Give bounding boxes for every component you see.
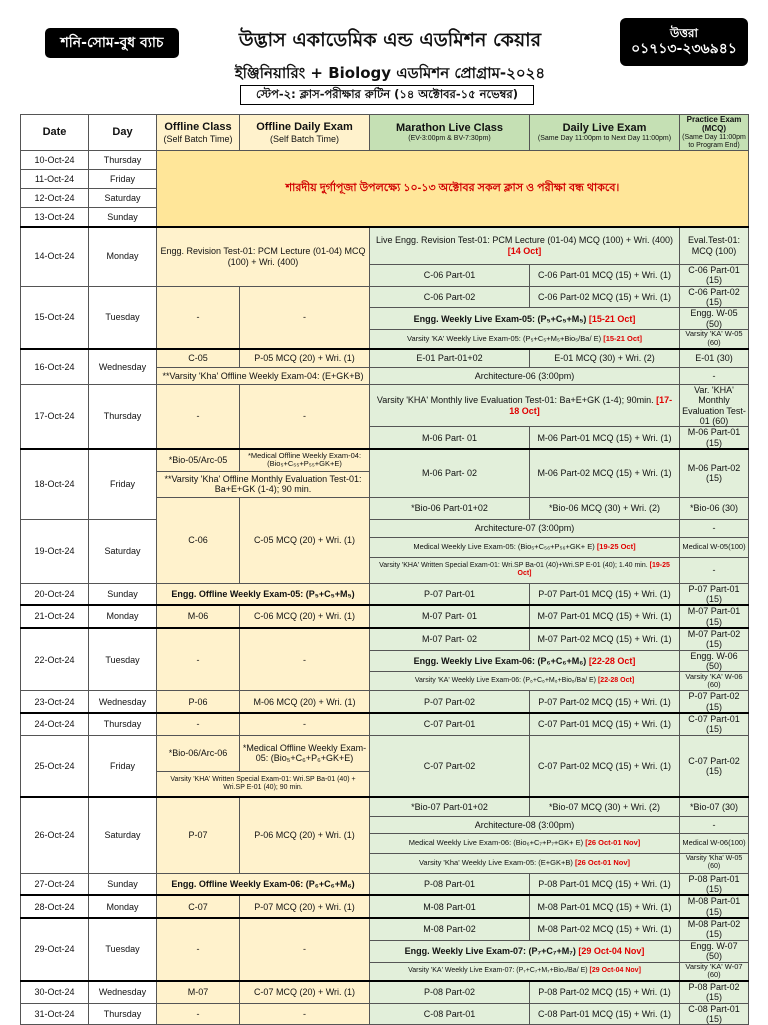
practice-cell: M-06 Part-01 (15) (680, 427, 749, 449)
day-cell: Tuesday (89, 286, 157, 348)
day-cell: Friday (89, 735, 157, 797)
marathon-cell: C-07 Part-02 (370, 735, 530, 797)
offline-exam-cell: - (240, 918, 370, 981)
day-cell: Tuesday (89, 918, 157, 981)
marathon-cell: P-08 Part-02 (370, 981, 530, 1003)
marathon-cell: C-08 Part-01 (370, 1003, 530, 1025)
daily-live-cell: C-08 Part-01 MCQ (15) + Wri. (1) (530, 1003, 680, 1025)
live-revision-test: Live Engg. Revision Test-01: PCM Lecture (01-04) MCQ (100) + Wri. (400) [14 Oct] (370, 227, 680, 265)
marathon-cell: M-07 Part- 02 (370, 628, 530, 650)
date-cell: 14-Oct-24 (21, 227, 89, 287)
practice-cell: Engg. W-05 (50) (680, 308, 749, 330)
day-cell: Wednesday (89, 981, 157, 1003)
practice-cell: Engg. W-06 (50) (680, 650, 749, 672)
header (0, 0, 768, 112)
marathon-cell: M-06 Part- 02 (370, 449, 530, 497)
marathon-cell: C-06 Part-02 (370, 286, 530, 308)
offline-class-cell: *Bio-05/Arc-05 (157, 449, 240, 471)
day-cell: Friday (89, 170, 157, 189)
table-row (21, 1003, 749, 1025)
practice-cell: - (680, 557, 749, 583)
day-cell: Sunday (89, 208, 157, 227)
varsity-weekly-exam: Varsity 'KA' Weekly Live Exam-06: (P₆+C₆+M₆+Bio₆/Ba/ E) [22-28 Oct] (370, 672, 680, 691)
offline-class-cell: - (157, 385, 240, 450)
phone-number: ০১৭১৩-২৩৬৯৪১ (631, 40, 737, 57)
date-cell: 21-Oct-24 (21, 605, 89, 628)
offline-exam-cell: C-06 MCQ (20) + Wri. (1) (240, 605, 370, 628)
offline-exam-cell: - (240, 385, 370, 450)
kha-written-special: Varsity 'KHA' Written Special Exam-01: Wri.SP Ba-01 (40) + Wri.SP E-01 (40); 90 min. (157, 771, 370, 797)
routine-label: স্টেপ-২: ক্লাস-পরীক্ষার রুটিন (১৪ অক্টোবর-১৫ নভেম্বর) (240, 85, 534, 105)
practice-cell: P-08 Part-02 (15) (680, 981, 749, 1003)
day-cell: Wednesday (89, 691, 157, 713)
practice-cell: - (680, 368, 749, 385)
practice-cell: M-07 Part-02 (15) (680, 628, 749, 650)
contact-badge (620, 18, 748, 66)
offline-class-cell: - (157, 713, 240, 735)
table-row (21, 605, 749, 628)
practice-cell: C-07 Part-01 (15) (680, 713, 749, 735)
practice-cell: P-07 Part-02 (15) (680, 691, 749, 713)
offline-revision-test: Engg. Revision Test-01: PCM Lecture (01-04) MCQ (100) + Wri. (400) (157, 227, 370, 287)
offline-class-cell: C-07 (157, 895, 240, 918)
practice-cell: M-07 Part-01 (15) (680, 605, 749, 628)
offline-exam-cell: *Medical Offline Weekly Exam-04:(Bio₅+C₅₅+P₅₅+GK+E) (240, 449, 370, 471)
offline-exam-cell: P-05 MCQ (20) + Wri. (1) (240, 349, 370, 368)
practice-cell: Medical W-05(100) (680, 537, 749, 557)
daily-live-cell: M-07 Part-02 MCQ (15) + Wri. (1) (530, 628, 680, 650)
weekly-live-exam: Engg. Weekly Live Exam-05: (P₅+C₅+M₅) [15-21 Oct] (370, 308, 680, 330)
col-date: Date (21, 115, 89, 151)
medical-weekly-exam: Medical Weekly Live Exam-06: (Bio₆+C₇+P₇+GK+ E) [26 Oct-01 Nov] (370, 833, 680, 853)
col-practice: Practice Exam (MCQ) (Same Day 11:00pm to Program End) (680, 115, 749, 151)
holiday-notice: শারদীয় দুর্গাপূজা উপলক্ষ্যে ১০-১৩ অক্টোবর সকল ক্লাস ও পরীক্ষা বন্ধ থাকবে। (157, 151, 749, 227)
day-cell: Thursday (89, 713, 157, 735)
daily-live-cell: P-08 Part-02 MCQ (15) + Wri. (1) (530, 981, 680, 1003)
date-cell: 17-Oct-24 (21, 385, 89, 450)
col-offline-class: Offline Class (Self Batch Time) (157, 115, 240, 151)
table-row (21, 385, 749, 427)
table-row (21, 691, 749, 713)
table-row (21, 713, 749, 735)
date-cell: 28-Oct-24 (21, 895, 89, 918)
practice-cell: Medical W-06(100) (680, 833, 749, 853)
marathon-cell: C-06 Part-01 (370, 265, 530, 287)
col-marathon: Marathon Live Class (EV-3:00pm & BV-7:30pm) (370, 115, 530, 151)
batch-badge: শনি-সোম-বুধ ব্যাচ (45, 28, 179, 58)
date-cell: 31-Oct-24 (21, 1003, 89, 1025)
marathon-cell: P-07 Part-01 (370, 583, 530, 605)
daily-live-cell: M-06 Part-01 MCQ (15) + Wri. (1) (530, 427, 680, 449)
marathon-cell: M-06 Part- 01 (370, 427, 530, 449)
day-cell: Saturday (89, 797, 157, 873)
offline-class-cell: P-07 (157, 797, 240, 873)
date-cell: 11-Oct-24 (21, 170, 89, 189)
offline-class-cell: *Bio-06/Arc-06 (157, 735, 240, 771)
col-day: Day (89, 115, 157, 151)
day-cell: Thursday (89, 385, 157, 450)
daily-live-cell: *Bio-06 MCQ (30) + Wri. (2) (530, 497, 680, 519)
practice-cell: P-08 Part-01 (15) (680, 873, 749, 895)
daily-live-cell: E-01 MCQ (30) + Wri. (2) (530, 349, 680, 368)
date-cell: 26-Oct-24 (21, 797, 89, 873)
varsity-weekly-exam: Varsity 'KA' Weekly Live Exam-05: (P₅+C₅+M₅+Bio₅/Ba/ E) [15-21 Oct] (370, 330, 680, 349)
offline-exam-cell: - (240, 713, 370, 735)
date-cell: 10-Oct-24 (21, 151, 89, 170)
day-cell: Tuesday (89, 628, 157, 691)
day-cell: Saturday (89, 519, 157, 583)
date-cell: 24-Oct-24 (21, 713, 89, 735)
offline-exam-cell: C-07 MCQ (20) + Wri. (1) (240, 981, 370, 1003)
day-cell: Saturday (89, 189, 157, 208)
table-row (21, 286, 749, 308)
offline-class-cell: - (157, 918, 240, 981)
day-cell: Sunday (89, 873, 157, 895)
date-cell: 22-Oct-24 (21, 628, 89, 691)
marathon-cell: P-08 Part-01 (370, 873, 530, 895)
practice-cell: E-01 (30) (680, 349, 749, 368)
architecture-class: Architecture-07 (3:00pm) (370, 519, 680, 537)
table-row (21, 918, 749, 940)
daily-live-cell: M-06 Part-02 MCQ (15) + Wri. (1) (530, 449, 680, 497)
table-row (21, 981, 749, 1003)
program-subtitle: ইঞ্জিনিয়ারিং + Biology এডমিশন প্রোগ্রাম-২০২৪ (234, 64, 546, 82)
kha-written-special: Varsity 'KHA' Written Special Exam-01: Wri.SP Ba-01 (40)+Wri.SP E-01 (40); 1.40 min. [19-25 Oct] (370, 557, 680, 583)
practice-cell: C-07 Part-02 (15) (680, 735, 749, 797)
page-title: উদ্ভাস একাডেমিক এন্ড এডমিশন কেয়ার (238, 29, 542, 51)
date-cell: 29-Oct-24 (21, 918, 89, 981)
kha-offline-eval: **Varsity 'Kha' Offline Monthly Evaluation Test-01: Ba+E+GK (1-4); 90 min. (157, 471, 370, 497)
date-cell: 27-Oct-24 (21, 873, 89, 895)
table-row (21, 227, 749, 265)
marathon-cell: M-08 Part-01 (370, 895, 530, 918)
practice-cell: M-08 Part-02 (15) (680, 918, 749, 940)
day-cell: Thursday (89, 151, 157, 170)
marathon-cell: E-01 Part-01+02 (370, 349, 530, 368)
table-row (21, 895, 749, 918)
offline-exam-cell: P-06 MCQ (20) + Wri. (1) (240, 797, 370, 873)
daily-live-cell: M-08 Part-01 MCQ (15) + Wri. (1) (530, 895, 680, 918)
daily-live-cell: C-07 Part-02 MCQ (15) + Wri. (1) (530, 735, 680, 797)
offline-class-cell: C-05 (157, 349, 240, 368)
table-row (21, 628, 749, 650)
practice-cell: M-08 Part-01 (15) (680, 895, 749, 918)
daily-live-cell: M-07 Part-01 MCQ (15) + Wri. (1) (530, 605, 680, 628)
offline-class-cell: - (157, 1003, 240, 1025)
routine-table (20, 114, 749, 1025)
offline-weekly-exam: Engg. Offline Weekly Exam-06: (P₆+C₆+M₆) (157, 873, 370, 895)
offline-class-cell: - (157, 286, 240, 348)
weekly-live-exam: Engg. Weekly Live Exam-06: (P₆+C₆+M₆) [22-28 Oct] (370, 650, 680, 672)
marathon-cell: M-07 Part- 01 (370, 605, 530, 628)
offline-exam-cell: - (240, 1003, 370, 1025)
kha-offline-exam: **Varsity 'Kha' Offline Weekly Exam-04: (E+GK+B) (157, 368, 370, 385)
day-cell: Monday (89, 605, 157, 628)
practice-cell: Var. 'KHA' Monthly Evaluation Test-01 (60) (680, 385, 749, 427)
practice-cell: Eval.Test-01: MCQ (100) (680, 227, 749, 265)
practice-cell: Varsity 'Kha' W-05 (60) (680, 853, 749, 873)
day-cell: Thursday (89, 1003, 157, 1025)
branch-name: উত্তরা (669, 26, 698, 41)
col-daily-live: Daily Live Exam (Same Day 11:00pm to Next Day 11:00pm) (530, 115, 680, 151)
date-cell: 13-Oct-24 (21, 208, 89, 227)
marathon-cell: *Bio-06 Part-01+02 (370, 497, 530, 519)
varsity-weekly-exam: Varsity 'KA' Weekly Live Exam-07: (P₇+C₇+M₇+Bio₇/Ba/ E) [29 Oct-04 Nov] (370, 962, 680, 981)
daily-live-cell: C-06 Part-01 MCQ (15) + Wri. (1) (530, 265, 680, 287)
date-cell: 19-Oct-24 (21, 519, 89, 583)
daily-live-cell: P-08 Part-01 MCQ (15) + Wri. (1) (530, 873, 680, 895)
date-cell: 25-Oct-24 (21, 735, 89, 797)
marathon-cell: C-07 Part-01 (370, 713, 530, 735)
offline-exam-cell: - (240, 628, 370, 691)
offline-class-cell: - (157, 628, 240, 691)
marathon-cell: P-07 Part-02 (370, 691, 530, 713)
table-row (21, 873, 749, 895)
day-cell: Sunday (89, 583, 157, 605)
table-row (21, 449, 749, 471)
col-offline-exam: Offline Daily Exam (Self Batch Time) (240, 115, 370, 151)
date-cell: 18-Oct-24 (21, 449, 89, 519)
table-row (21, 583, 749, 605)
date-cell: 20-Oct-24 (21, 583, 89, 605)
medical-weekly-exam: Medical Weekly Live Exam-05: (Bio₅+C₅₆+P₅₆+GK+ E) [19-25 Oct] (370, 537, 680, 557)
daily-live-cell: C-07 Part-01 MCQ (15) + Wri. (1) (530, 713, 680, 735)
date-cell: 15-Oct-24 (21, 286, 89, 348)
practice-cell: Varsity 'KA' W-06 (60) (680, 672, 749, 691)
kha-weekly-exam: Varsity 'Kha' Weekly Live Exam-05: (E+GK+B) [26 Oct-01 Nov] (370, 853, 680, 873)
offline-exam-cell: *Medical Offline Weekly Exam-05: (Bio₅+C₆+P₆+GK+E) (240, 735, 370, 771)
kha-monthly-eval: Varsity 'KHA' Monthly live Evaluation Test-01: Ba+E+GK (1-4); 90min. [17-18 Oct] (370, 385, 680, 427)
offline-exam-cell: P-07 MCQ (20) + Wri. (1) (240, 895, 370, 918)
offline-class-cell: C-06 (157, 497, 240, 583)
practice-cell: Varsity 'KA' W-05 (60) (680, 330, 749, 349)
date-cell: 23-Oct-24 (21, 691, 89, 713)
architecture-class: Architecture-06 (3:00pm) (370, 368, 680, 385)
practice-cell: M-06 Part-02 (15) (680, 449, 749, 497)
marathon-cell: *Bio-07 Part-01+02 (370, 797, 530, 816)
marathon-cell: M-08 Part-02 (370, 918, 530, 940)
practice-cell: P-07 Part-01 (15) (680, 583, 749, 605)
daily-live-cell: M-08 Part-02 MCQ (15) + Wri. (1) (530, 918, 680, 940)
architecture-class: Architecture-08 (3:00pm) (370, 816, 680, 833)
practice-cell: C-06 Part-02 (15) (680, 286, 749, 308)
daily-live-cell: *Bio-07 MCQ (30) + Wri. (2) (530, 797, 680, 816)
daily-live-cell: P-07 Part-02 MCQ (15) + Wri. (1) (530, 691, 680, 713)
table-row (21, 151, 749, 170)
table-row (21, 519, 749, 537)
practice-cell: Engg. W-07 (50) (680, 940, 749, 962)
date-cell: 30-Oct-24 (21, 981, 89, 1003)
date-cell: 12-Oct-24 (21, 189, 89, 208)
day-cell: Monday (89, 227, 157, 287)
daily-live-cell: C-06 Part-02 MCQ (15) + Wri. (1) (530, 286, 680, 308)
offline-weekly-exam: Engg. Offline Weekly Exam-05: (P₅+C₅+M₅) (157, 583, 370, 605)
practice-cell: *Bio-06 (30) (680, 497, 749, 519)
day-cell: Friday (89, 449, 157, 519)
practice-cell: - (680, 519, 749, 537)
practice-cell: *Bio-07 (30) (680, 797, 749, 816)
offline-class-cell: M-07 (157, 981, 240, 1003)
table-row (21, 735, 749, 771)
table-header-row (21, 115, 749, 151)
day-cell: Wednesday (89, 349, 157, 385)
offline-exam-cell: M-06 MCQ (20) + Wri. (1) (240, 691, 370, 713)
weekly-live-exam: Engg. Weekly Live Exam-07: (P₇+C₇+M₇) [29 Oct-04 Nov] (370, 940, 680, 962)
practice-cell: - (680, 816, 749, 833)
practice-cell: C-08 Part-01 (15) (680, 1003, 749, 1025)
offline-class-cell: P-06 (157, 691, 240, 713)
date-cell: 16-Oct-24 (21, 349, 89, 385)
offline-exam-cell: C-05 MCQ (20) + Wri. (1) (240, 497, 370, 583)
table-row (21, 349, 749, 368)
offline-exam-cell: - (240, 286, 370, 348)
practice-cell: C-06 Part-01 (15) (680, 265, 749, 287)
offline-class-cell: M-06 (157, 605, 240, 628)
day-cell: Monday (89, 895, 157, 918)
table-row (21, 797, 749, 816)
daily-live-cell: P-07 Part-01 MCQ (15) + Wri. (1) (530, 583, 680, 605)
practice-cell: Varsity 'KA' W-07 (60) (680, 962, 749, 981)
